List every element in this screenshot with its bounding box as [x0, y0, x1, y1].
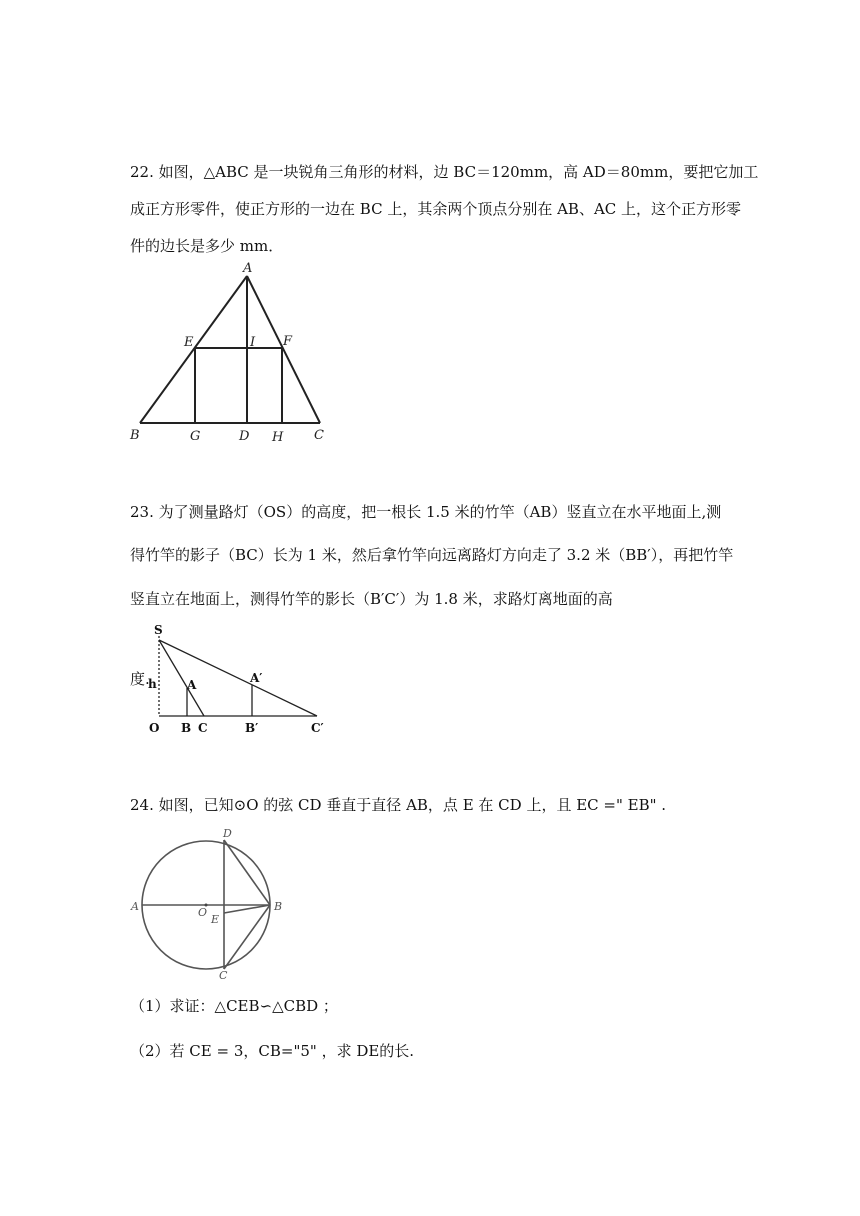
q24-label-o: O: [198, 906, 208, 919]
q22-label-f: F: [283, 334, 293, 349]
q23-label-c: C: [198, 721, 208, 735]
q23-line-3: 竖直立在地面上，测得竹竿的影长（B′C′）为 1.8 米，求路灯离地面的高: [130, 590, 613, 608]
q22-label-a: A: [243, 261, 253, 276]
q23-line-4: 度.: [130, 670, 150, 688]
q22-label-b: B: [130, 428, 140, 443]
q22-label-i: I: [250, 335, 256, 350]
q23-line-2: 得竹竿的影子（BC）长为 1 米，然后拿竹竿向远离路灯方向走了 3.2 米（BB′），再把竹竿: [130, 546, 734, 564]
q24-circle-figure: [125, 822, 295, 982]
q23-label-c-prime: C′: [311, 721, 324, 735]
q22-triangle-figure: [125, 255, 345, 450]
q23-label-b: B: [181, 721, 192, 735]
q23-label-a-prime: A′: [250, 671, 263, 685]
q23-label-a: A: [187, 678, 197, 692]
q24-part-2: （2）若 CE = 3，CB="5" ，求 DE的长.: [130, 1042, 415, 1060]
q23-line-1: 23. 为了测量路灯（OS）的高度，把一根长 1.5 米的竹竿（AB）竖直立在水平地面上,测: [130, 503, 722, 521]
q22-label-c: C: [314, 428, 324, 443]
q24-part-1: （1）求证：△CEB∽△CBD ；: [130, 997, 338, 1015]
q22-line-3: 件的边长是多少 mm．: [130, 237, 284, 255]
q24-label-a: A: [131, 900, 139, 913]
q23-streetlamp-figure: [145, 620, 335, 740]
q22-label-e: E: [184, 335, 194, 350]
q23-label-h: h: [148, 677, 157, 691]
q24-label-b: B: [274, 900, 283, 913]
q22-label-g: G: [190, 429, 201, 444]
q23-label-b-prime: B′: [245, 721, 259, 735]
q24-label-e: E: [211, 913, 220, 926]
q22-label-h: H: [272, 430, 284, 445]
q24-label-d: D: [223, 827, 232, 840]
q22-line-2: 成正方形零件，使正方形的一边在 BC 上，其余两个顶点分别在 AB、AC 上，这个正方形零: [130, 200, 742, 218]
q23-label-o: O: [149, 721, 160, 735]
q22-line-1: 22. 如图，△ABC 是一块锐角三角形的材料，边 BC＝120mm，高 AD＝80mm，要把它加工: [130, 163, 759, 181]
q24-label-c: C: [219, 969, 228, 982]
q23-label-s: S: [154, 623, 163, 637]
q24-line-1: 24. 如图，已知⊙O 的弦 CD 垂直于直径 AB，点 E 在 CD 上，且 EC =" EB" .: [130, 796, 667, 814]
q22-label-d: D: [239, 429, 250, 444]
